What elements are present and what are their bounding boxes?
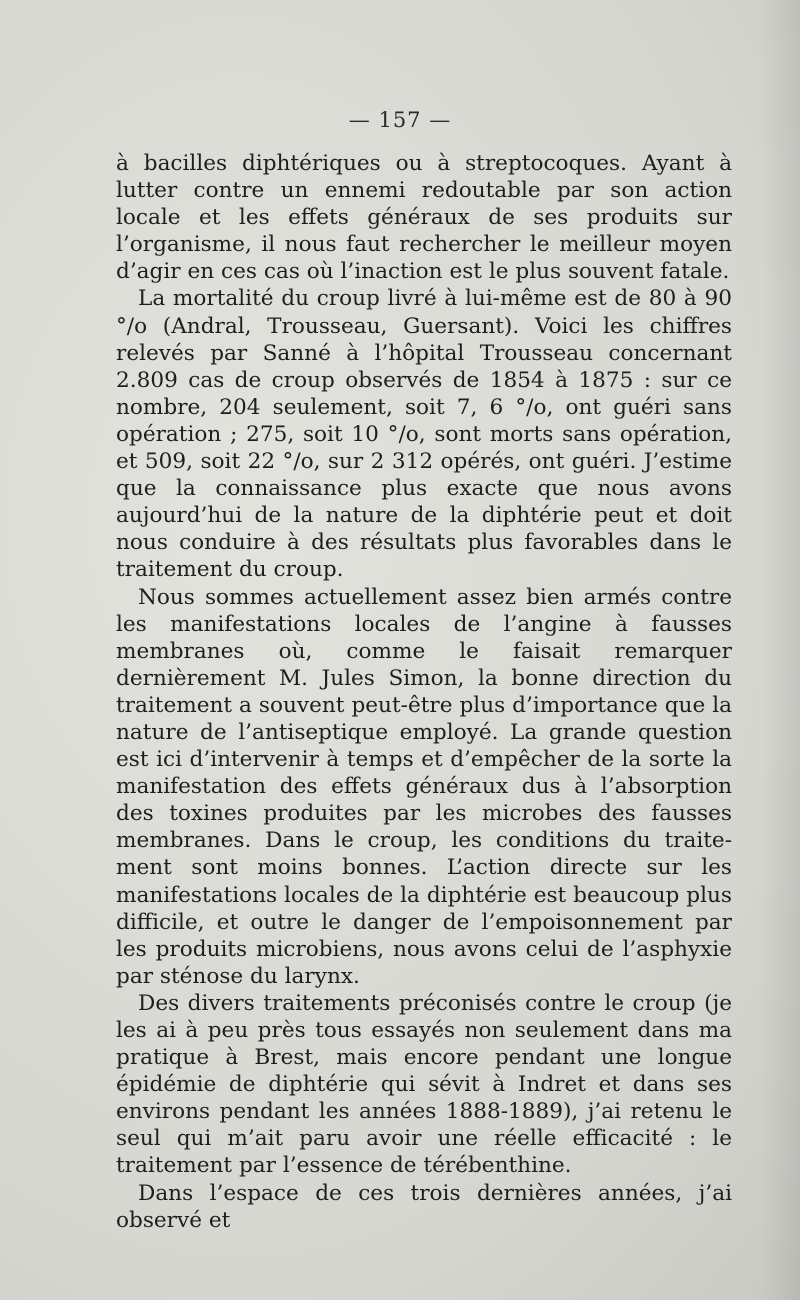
paragraph-3: Nous sommes actuellement assez bien armés contre les manifestations locales de l’angine à fausses membranes où, comme le faisait remarquer dernièrement M. Jules Simon, la bonne direction du traitement a souvent peut-être plus d’importance que la nature de l’antiseptique employé. La grande question est ici d’intervenir à temps et d’empêcher de la sorte la manifestation des effets généraux dus à l’absorption des toxines produites par les microbes des fausses membranes. Dans le croup, les conditions du traitement sont moins bonnes. L’action directe sur les manifestations locales de la diphtérie est beaucoup plus difficile, et outre le danger de l’empoisonnement par les produits microbiens, nous avons celui de l’asphyxie par sténose du larynx. — [116, 584, 732, 989]
page-number: — 157 — — [348, 108, 452, 132]
paragraph-1: à bacilles diphtériques ou à streptocoques. Ayant à lutter contre un ennemi redoutable par son action locale et les effets généraux de ses produits sur l’organisme, il nous faut rechercher le meilleur moyen d’agir en ces cas où l’inaction est le plus souvent fatale. — [116, 151, 732, 285]
paragraph-4: Des divers traitements préconisés contre le croup (je les ai à peu près tous essayés non seulement dans ma pratique à Brest, mais encore pendant une longue épidémie de diphtérie qui sévit à Indret et dans ses environs pendant les années 1888-1889), j’ai retenu le seul qui m’ait paru avoir une réelle efficacité : le traitement par l’essence de térébenthine. — [116, 990, 732, 1179]
paragraph-5: Dans l’espace de ces trois dernières années, j’ai observé et — [116, 1180, 732, 1233]
paragraph-2: La mortalité du croup livré à lui-même est de 80 à 90 °/o (Andral, Trousseau, Guersant). Voici les chiffres relevés par Sanné à l’hôpital Trousseau concernant 2.809 cas de croup observés de 1854 à 1875 : sur ce nombre, 204 seulement, soit 7, 6 °/o, ont guéri sans opération ; 275, soit 10 °/o, sont morts sans opération, et 509, soit 22 °/o, sur 2 312 opérés, ont guéri. J’estime que la connaissance plus exacte que nous avons aujourd’hui de la nature de la diphtérie peut et doit nous conduire à des résultats plus favorables dans le traitement du croup. — [116, 286, 732, 583]
body-text — [116, 150, 732, 1234]
page-edge-shadow — [760, 0, 800, 1300]
